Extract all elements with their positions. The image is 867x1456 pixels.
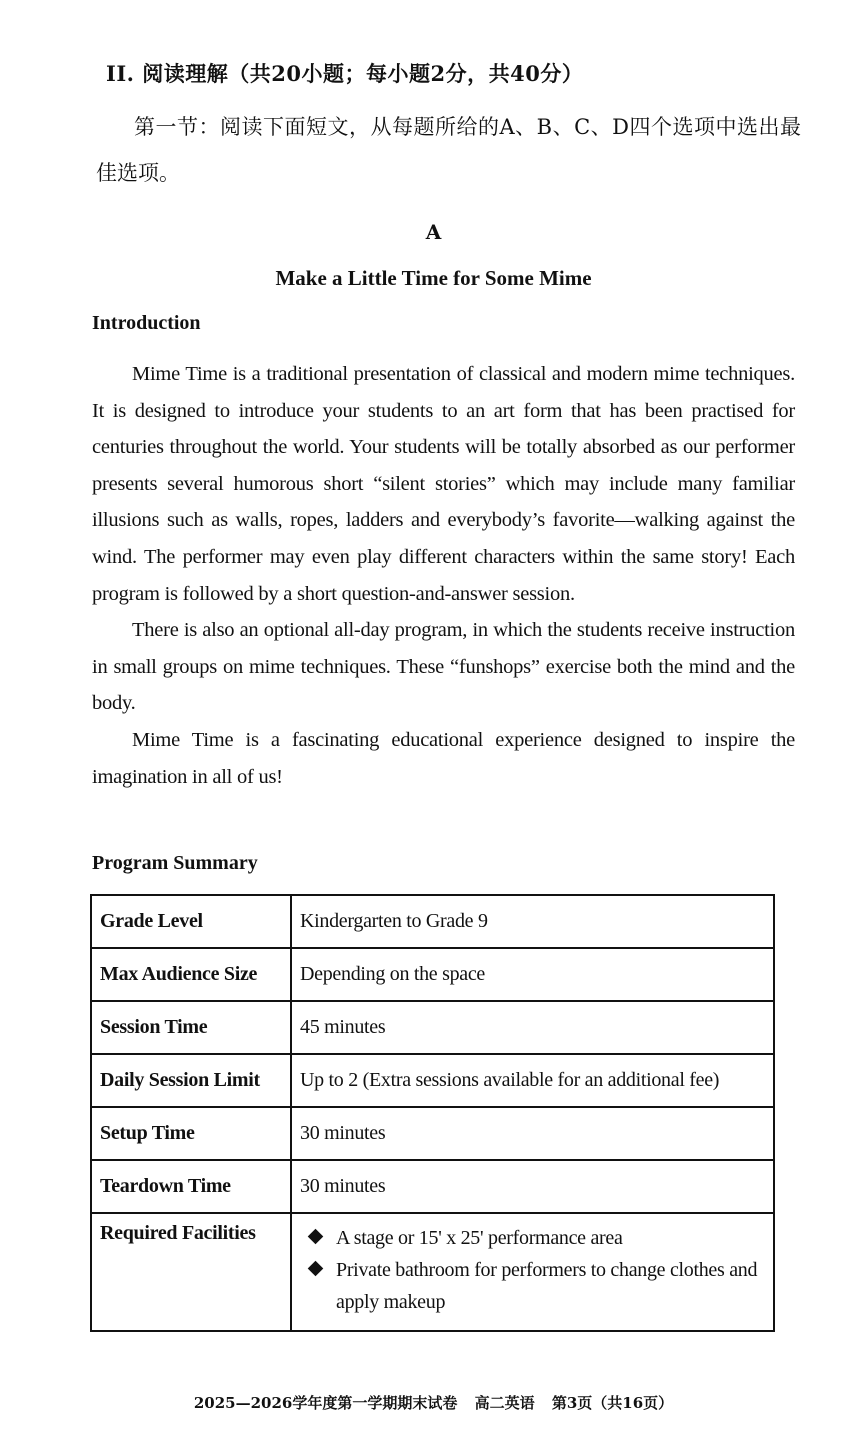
- row-label: Setup Time: [91, 1107, 291, 1160]
- row-label: Daily Session Limit: [91, 1054, 291, 1107]
- paragraph: Mime Time is a fascinating educational experience designed to inspire the imagination in all of us!: [92, 728, 795, 788]
- row-label: Max Audience Size: [91, 948, 291, 1001]
- table-row-facilities: [91, 1213, 774, 1331]
- page-footer: [0, 1392, 867, 1413]
- footer-subject: 高二英语: [474, 1394, 535, 1412]
- table-row: [91, 1160, 774, 1213]
- diamond-bullet-icon: [308, 1261, 324, 1277]
- introduction-heading: Introduction: [92, 312, 201, 334]
- facility-text: Private bathroom for performers to change clothes and apply makeup: [336, 1259, 758, 1313]
- row-label: Grade Level: [91, 895, 291, 948]
- paragraph: There is also an optional all-day program, in which the students receive instruction in small groups on mime techniques. These “funshops” exercise both the mind and the body.: [92, 619, 795, 715]
- table-row: [91, 895, 774, 948]
- facility-list: [300, 1222, 773, 1318]
- program-summary-table: [90, 894, 775, 1332]
- passage-title: Make a Little Time for Some Mime: [275, 266, 592, 290]
- program-summary-heading: Program Summary: [92, 852, 258, 874]
- list-item: [300, 1222, 773, 1254]
- row-value: 30 minutes: [291, 1160, 774, 1213]
- row-label: Teardown Time: [91, 1160, 291, 1213]
- diamond-bullet-icon: [308, 1229, 324, 1245]
- row-value: 30 minutes: [291, 1107, 774, 1160]
- row-value: Kindergarten to Grade 9: [291, 895, 774, 948]
- row-value: 45 minutes: [291, 1001, 774, 1054]
- row-value: Up to 2 (Extra sessions available for an additional fee): [291, 1054, 774, 1107]
- footer-page-number: 第3页（共16页）: [551, 1394, 674, 1412]
- passage-letter: A: [425, 220, 442, 244]
- paragraph: Mime Time is a traditional presentation of classical and modern mime techniques. It is designed to introduce your students to an art form that has been practised for centuries throughout the world. Your students will be totally absorbed as our performer presents several humorous short “silent stories” which may include many familiar illusions such as walls, ropes, ladders and everybody’s favorite—walking against the wind. The performer may even play different characters within the same story! Each program is followed by a short question-and-answer session.: [92, 363, 795, 605]
- list-item: [300, 1254, 773, 1318]
- passage-body: [92, 356, 795, 795]
- row-value: Depending on the space: [291, 948, 774, 1001]
- table-row: [91, 1001, 774, 1054]
- facility-text: A stage or 15' x 25' performance area: [336, 1227, 623, 1249]
- row-label: Session Time: [91, 1001, 291, 1054]
- section-instruction: 第一节：阅读下面短文，从每题所给的A、B、C、D四个选项中选出最佳选项。: [96, 115, 801, 185]
- footer-exam-name: 2025—2026学年度第一学期期末试卷: [193, 1394, 458, 1412]
- row-value: [291, 1213, 774, 1331]
- table-row: [91, 1054, 774, 1107]
- row-label: Required Facilities: [91, 1213, 291, 1331]
- table-row: [91, 948, 774, 1001]
- section-heading: II. 阅读理解（共20小题；每小题2分，共40分）: [106, 61, 584, 86]
- table-row: [91, 1107, 774, 1160]
